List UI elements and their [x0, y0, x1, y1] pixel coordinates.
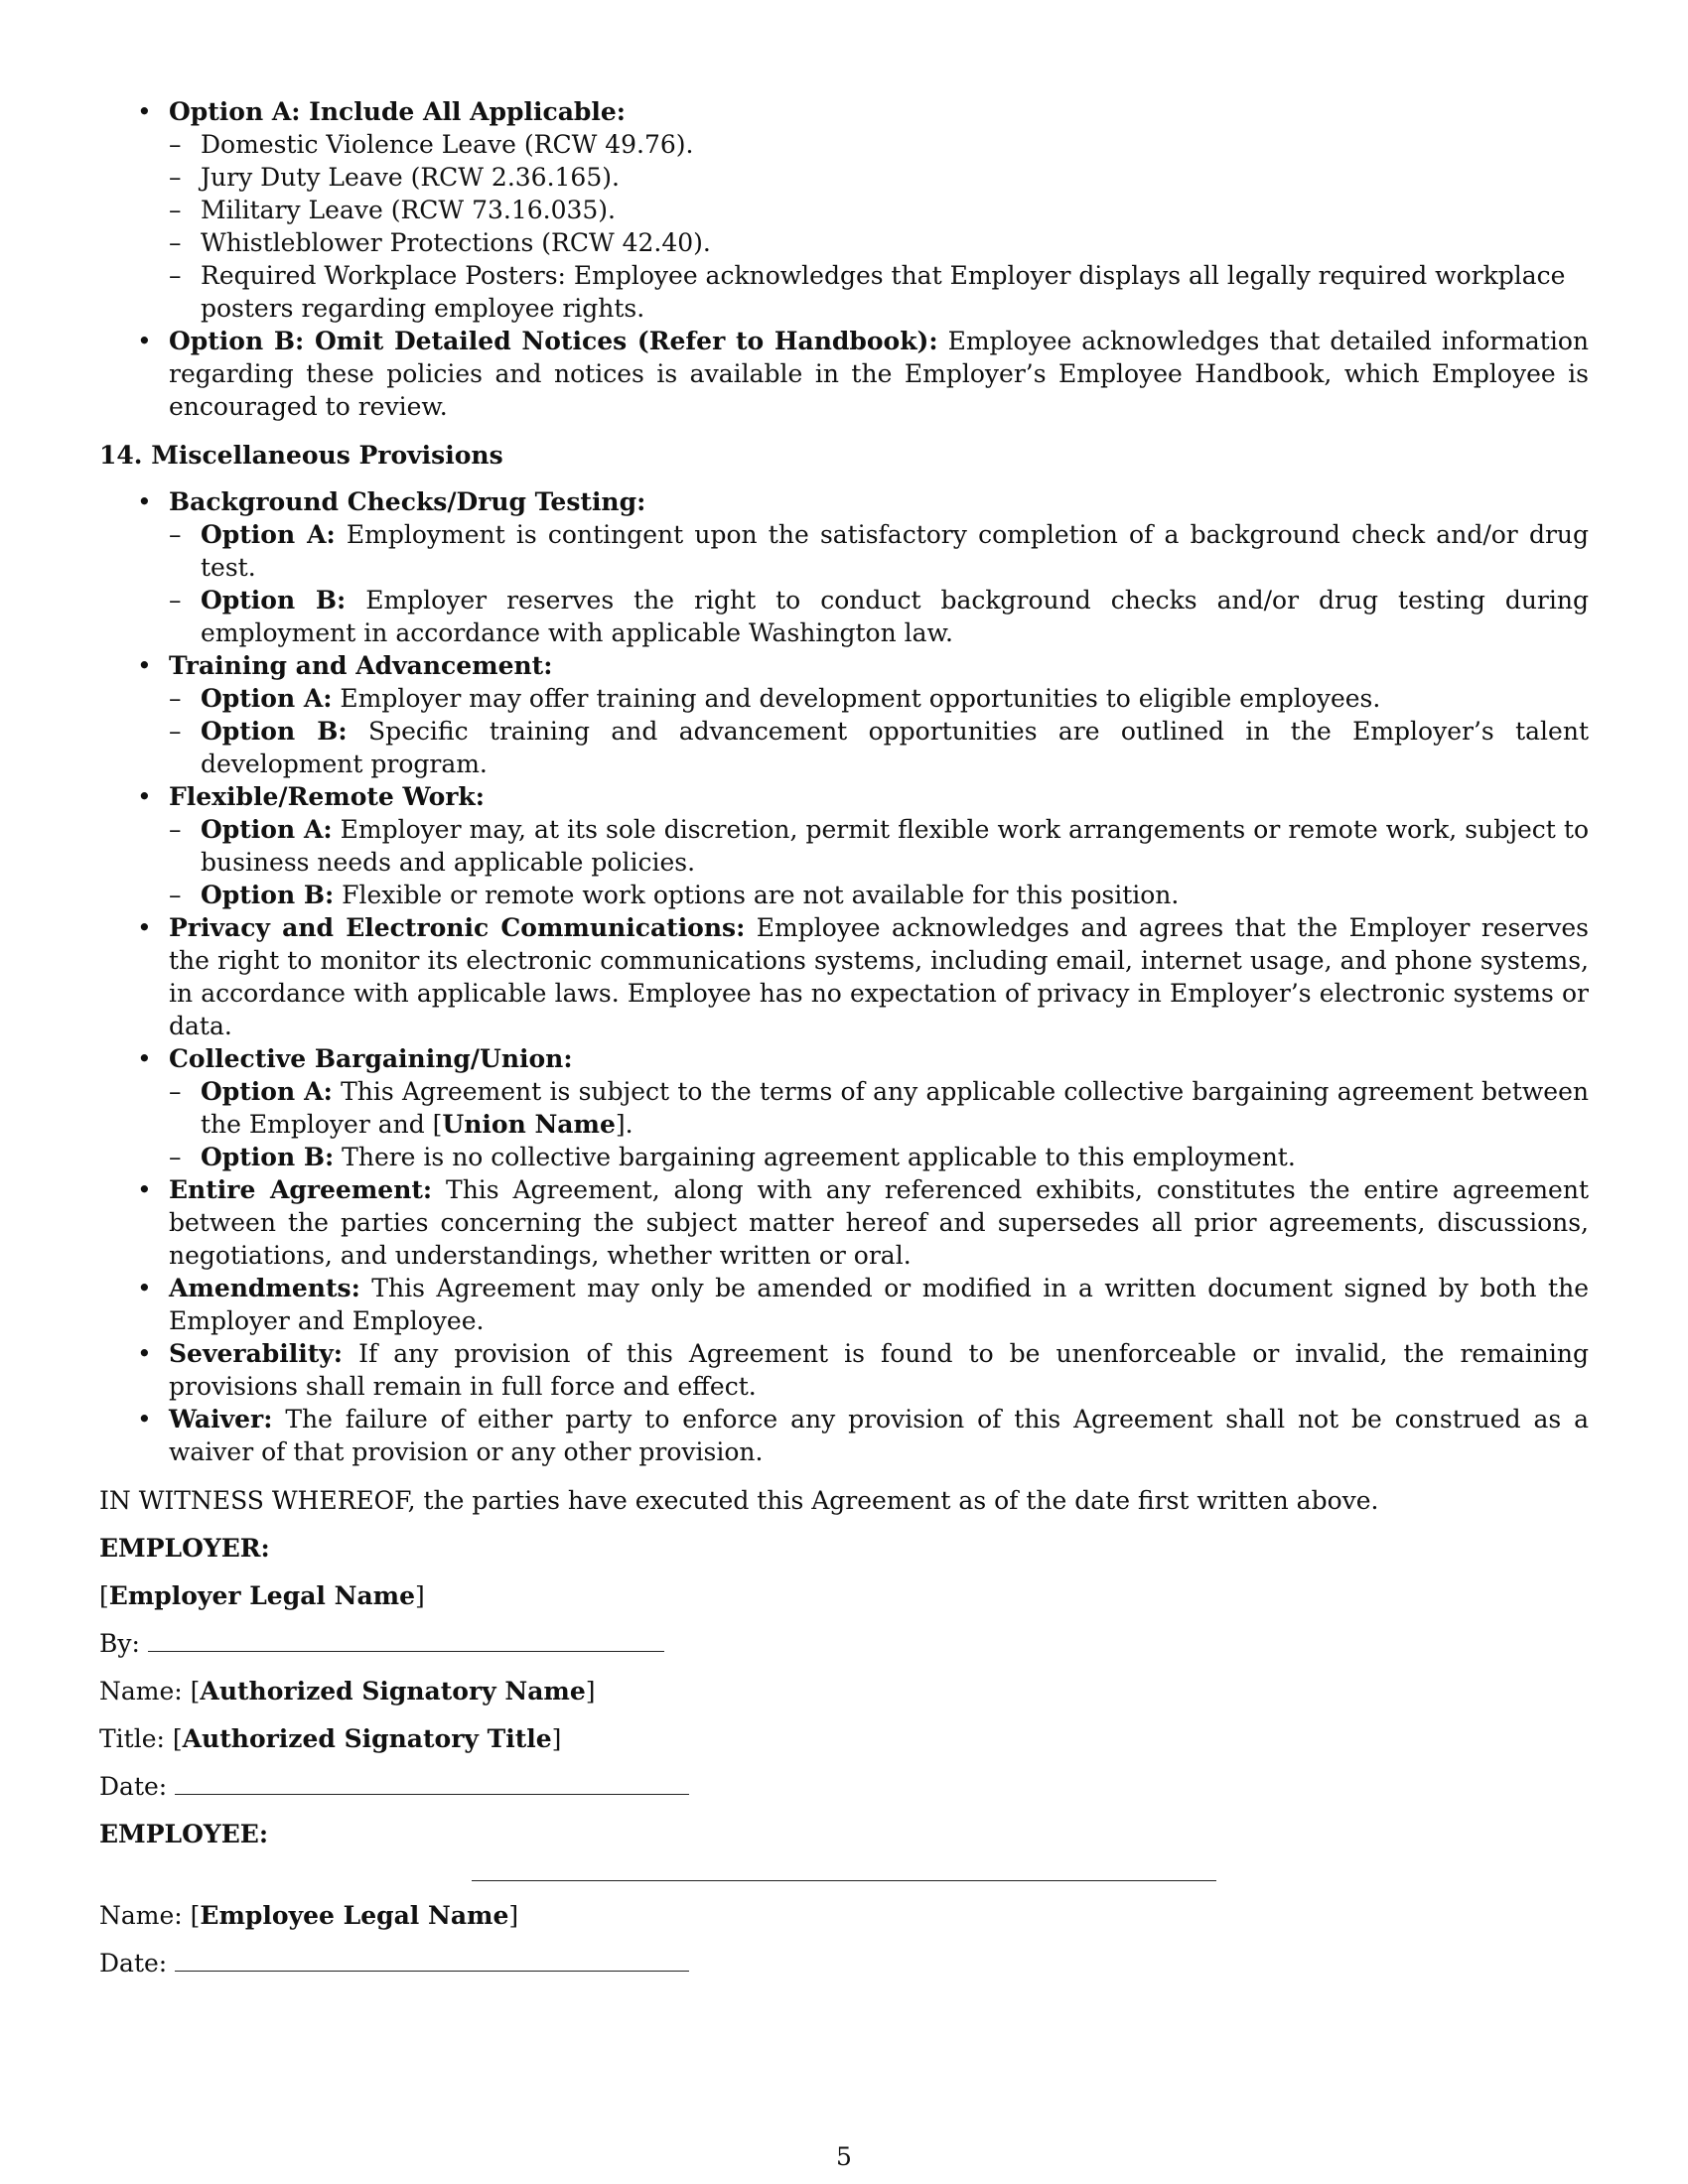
list-item [99, 325, 1589, 423]
provision-label: Training and Advancement: [169, 651, 553, 680]
option-b-label: Option B: Omit Detailed Notices (Refer to Handbook): [169, 327, 938, 355]
provision-sublist [169, 518, 1589, 649]
employer-date-line [99, 1770, 1589, 1803]
option-text: Employment is contingent upon the satisfactory completion of a background check and/or drug test. [201, 520, 1589, 582]
provision-text: If any provision of this Agreement is found to be unenforceable or invalid, the remaining provisions shall remain in full force and effect. [169, 1339, 1589, 1401]
option-text: There is no collective bargaining agreement applicable to this employment. [334, 1143, 1296, 1171]
witness-statement: IN WITNESS WHEREOF, the parties have executed this Agreement as of the date first written above. [99, 1486, 1379, 1515]
sublist-item [169, 584, 1589, 649]
option-text: This Agreement is subject to the terms of any applicable collective bargaining agreement between the Employer and [ [201, 1077, 1589, 1139]
sublist-item [169, 1141, 1589, 1173]
date-label: Date: [99, 1772, 168, 1801]
provision-sublist [169, 813, 1589, 911]
employer-signature-field[interactable] [148, 1627, 664, 1652]
option-text: Flexible or remote work options are not available for this position. [334, 881, 1180, 909]
sublist-item: – Domestic Violence Leave (RCW 49.76). [169, 128, 1589, 161]
union-name-placeholder: Union Name [442, 1110, 616, 1139]
option-label: Option A: [201, 520, 336, 549]
option-text: Employer reserves the right to conduct background checks and/or drug testing during employment in accordance with applicable Washington law. [201, 586, 1589, 647]
provision-sublist [169, 682, 1589, 780]
date-label: Date: [99, 1949, 168, 1978]
by-label: By: [99, 1629, 140, 1658]
employee-name-line: Name: [Employee Legal Name] [99, 1901, 519, 1930]
document-page [99, 95, 1589, 1979]
name-label: Name: [99, 1677, 183, 1706]
sublist-item: – Jury Duty Leave (RCW 2.36.165). [169, 161, 1589, 194]
by-signature-line [99, 1627, 1589, 1660]
employer-name-placeholder: Employer Legal Name [108, 1581, 416, 1610]
signatory-name-line: Name: [Authorized Signatory Name] [99, 1677, 596, 1706]
sublist-item [169, 518, 1589, 584]
employer-heading [99, 1532, 1589, 1565]
title-label: Title: [99, 1724, 165, 1753]
notices-list [99, 95, 1589, 423]
provision-text: Employee acknowledges and agrees that the Employer reserves the right to monitor its electronic communications systems, including email, internet usage, and phone systems, in accordance with applicable laws. Employee has no expectation of privacy in Employer’s electronic systems or data. [169, 913, 1589, 1040]
list-item [99, 1042, 1589, 1173]
employer-name-line: [Employer Legal Name] [99, 1581, 425, 1610]
page-number: 5 [836, 2142, 852, 2171]
list-item [99, 1337, 1589, 1403]
option-label: Option A: [201, 684, 333, 713]
list-item [99, 95, 1589, 325]
list-item [99, 1403, 1589, 1468]
sublist-item [169, 879, 1589, 911]
sublist-item [169, 1075, 1589, 1141]
misc-provisions-list [99, 485, 1589, 1468]
employer-date-field[interactable] [175, 1770, 689, 1795]
employee-signature-field[interactable] [472, 1872, 1216, 1881]
list-item [99, 780, 1589, 911]
provision-label: Waiver: [169, 1405, 273, 1433]
employee-date-field[interactable] [175, 1947, 689, 1972]
sublist-item: – Whistleblower Protections (RCW 42.40). [169, 226, 1589, 259]
provision-label: Privacy and Electronic Communications: [169, 913, 746, 942]
list-item [99, 1173, 1589, 1272]
provision-label: Flexible/Remote Work: [169, 782, 485, 811]
provision-label: Background Checks/Drug Testing: [169, 487, 646, 516]
option-label: Option A: [201, 815, 333, 844]
employee-date-line [99, 1947, 1589, 1979]
sublist-item: – Required Workplace Posters: Employee acknowledges that Employer displays all legally required workplace posters regarding employee rights. [169, 259, 1589, 325]
option-label: Option A: [201, 1077, 333, 1106]
list-item [99, 649, 1589, 780]
provision-text: The failure of either party to enforce any provision of this Agreement shall not be construed as a waiver of that provision or any other provision. [169, 1405, 1589, 1466]
option-b-text: Employee acknowledges that detailed information regarding these policies and notices is available in the Employer’s Employee Handbook, which Employee is encouraged to review. [169, 327, 1589, 421]
signatory-name-placeholder: Authorized Signatory Name [200, 1677, 586, 1706]
name-label: Name: [99, 1901, 183, 1930]
provision-text: This Agreement may only be amended or modified in a written document signed by both the Employer and Employee. [169, 1274, 1589, 1335]
signatory-title-line: Title: [Authorized Signatory Title] [99, 1724, 562, 1753]
employee-name-placeholder: Employee Legal Name [200, 1901, 509, 1930]
option-text: Employer may, at its sole discretion, permit flexible work arrangements or remote work, subject to business needs and applicable policies. [201, 815, 1589, 877]
option-text: Specific training and advancement opportunities are outlined in the Employer’s talent development program. [201, 717, 1589, 778]
employee-heading [99, 1818, 1589, 1850]
option-a-sublist [169, 128, 1589, 325]
section-14-heading: 14. Miscellaneous Provisions [99, 441, 503, 470]
provision-label: Entire Agreement: [169, 1175, 433, 1204]
provision-text: This Agreement, along with any referenced exhibits, constitutes the entire agreement between the parties concerning the subject matter hereof and supersedes all prior agreements, discussions, negotiations, and understandings, whether written or oral. [169, 1175, 1589, 1270]
list-item [99, 911, 1589, 1042]
sublist-item [169, 682, 1589, 715]
employee-heading-text: EMPLOYEE: [99, 1820, 269, 1848]
option-label: Option B: [201, 586, 347, 614]
sublist-item [169, 813, 1589, 879]
employer-heading-text: EMPLOYER: [99, 1534, 270, 1563]
provision-label: Amendments: [169, 1274, 360, 1302]
sublist-item [169, 715, 1589, 780]
option-label: Option B: [201, 881, 335, 909]
provision-label: Severability: [169, 1339, 344, 1368]
option-label: Option B: [201, 1143, 335, 1171]
list-item [99, 1272, 1589, 1337]
list-item [99, 485, 1589, 649]
signatory-title-placeholder: Authorized Signatory Title [182, 1724, 552, 1753]
option-label: Option B: [201, 717, 348, 746]
option-text: Employer may offer training and development opportunities to eligible employees. [332, 684, 1381, 713]
provision-sublist [169, 1075, 1589, 1173]
provision-label: Collective Bargaining/Union: [169, 1044, 573, 1073]
sublist-item: – Military Leave (RCW 73.16.035). [169, 194, 1589, 226]
option-text: ]. [615, 1110, 633, 1139]
option-a-label: Option A: Include All Applicable: [169, 97, 627, 126]
